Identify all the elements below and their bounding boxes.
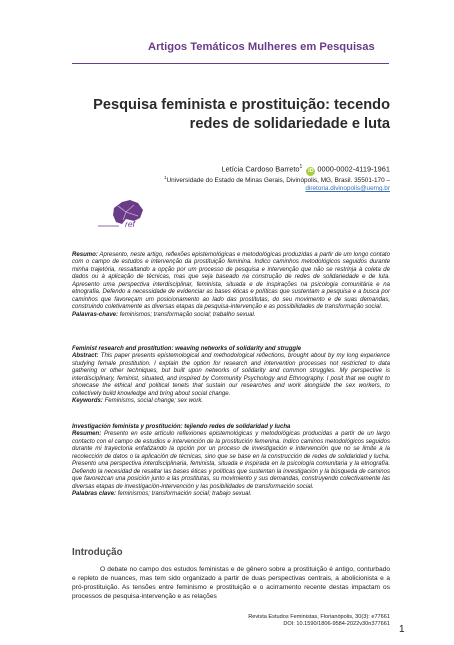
footer-journal: Revista Estudos Feministas, Florianópolis, 30(3): e77661 bbox=[248, 614, 390, 620]
title-line-1: Pesquisa feminista e prostituição: tecendo bbox=[93, 97, 390, 113]
orcid-icon[interactable]: iD bbox=[308, 168, 314, 175]
logo-text: ref bbox=[125, 219, 135, 229]
abstract-en bbox=[72, 346, 390, 406]
abstract-en-title: Feminist research and prostitution: weaving networks of solidarity and struggle bbox=[72, 346, 302, 352]
affiliation-text: Universidade do Estado de Minas Gerais, Divinópolis, MG, Brasil. 35501-170 – bbox=[166, 177, 390, 185]
abstract-pt-label: Resumo: bbox=[72, 252, 98, 258]
abstract-es-text: Presento en este artículo reflexiones epistemológicas y metodológicas producidas a partir de un largo contacto con el campo de estudios e intervención de la prostitución femenina. Indico caminos metodológicos seguidos durante mi trayectoria enfatizando la opción por un proceso de investigación e intervención que no se limite a la recolección de datos o la aplicación de técnicas, sino que se base en la construcción de redes de solidaridad y lucha. Presento una perspectiva interdisciplinaria, feminista, situada e inspirada en la psicología comunitaria y la etnografía. Defiendo la necesidad de resaltar las bases éticas y políticas que sustentan la investigación y la búsqueda de caminos que favorezcan una posición junto a las prostitutas, su movimiento y sus demandas, construyendo colectivamente las diversas etapas de investigación-intervención y las posibilidades de transformación social. bbox=[72, 431, 391, 490]
abstract-es-title: Investigación feminista y prostitución: tejiendo redes de solidaridad y lucha bbox=[72, 424, 291, 430]
author-name: Letícia Cardoso Barreto bbox=[221, 164, 300, 174]
body-paragraph: O debate no campo dos estudos feministas e de gênero sobre a prostituição é antigo, conturbado e repleto de nuances, mas tem sido organizado a partir de duas perspectivas centrais, a abolicionista e a pró-prostituição. As tensões entre feminismo e prostituição e o acirramento recente destas impactam os processos de pesquisa-intervenção e as relações bbox=[72, 566, 390, 600]
keywords-en: Feminisms, social change; sex work. bbox=[104, 398, 204, 405]
page-number: 1 bbox=[399, 624, 405, 635]
footer bbox=[248, 614, 390, 628]
section-header: Artigos Temáticos Mulheres em Pesquisas bbox=[148, 41, 375, 53]
keywords-pt-label: Palavras-chave: bbox=[72, 311, 119, 318]
abstract-es-label: Resumen: bbox=[72, 431, 102, 438]
abstract-pt-text: Apresento, neste artigo, reflexões epistemológicas e metodológicas produzidas a partir de um longo contato com o campo de estudos e intervenção da prostituição feminina. Indico caminhos metodológicos seguidos durante minha trajetória, ressaltando a opção por um processo de pesquisa e intervenção que não se restrinja à coleta de dados ou à aplicação de técnicas, mas que seja baseado na construção de redes de solidariedade e de luta. Apresento uma perspectiva interdisciplinar, feminista, situada e de inspirações na psicologia comunitária e na etnografia. Defendo a necessidade de evidenciar as bases éticas e políticas que sustentam a pesquisa e a busca por caminhos que favoreçam um posicionamento ao lado das prostitutas, do seu movimento e de suas demandas, construindo coletivamente as diversas etapas da pesquisa-intervenção e as possibilidades de transformação social. bbox=[72, 252, 390, 311]
abstract-es bbox=[72, 424, 390, 499]
article-title bbox=[60, 96, 390, 134]
header-rule bbox=[72, 63, 389, 64]
affiliation bbox=[164, 175, 390, 184]
keywords-pt: feminismos; transformação social; trabalho sexual. bbox=[119, 311, 256, 318]
footer-doi[interactable]: DOI: 10.1590/1806-9584-2022v30n377661 bbox=[283, 621, 390, 628]
author-email-link[interactable]: diretoria.divinopolis@uemg.br bbox=[305, 185, 390, 192]
affiliation-superscript: 1 bbox=[164, 175, 167, 180]
abstract-pt bbox=[72, 252, 390, 319]
keywords-es-label: Palabras clave: bbox=[72, 491, 117, 498]
keywords-en-label: Keywords: bbox=[72, 398, 103, 405]
orcid-id[interactable]: 0000-0002-4119-1961 bbox=[317, 164, 390, 174]
abstract-en-label: Abstract: bbox=[72, 353, 99, 360]
author-superscript: 1 bbox=[299, 164, 303, 170]
ref-logo bbox=[96, 196, 166, 236]
section-heading: Introdução bbox=[72, 547, 123, 558]
keywords-es: feminismos; transformación social; trabajo sexual. bbox=[117, 491, 252, 498]
abstract-en-text: This paper presents epistemological and methodological reflections, brought about by my long experience studying female prostitution. I explain the option for research and intervention processes not restricted to data gathering or other techniques, but built upon networks of solidarity and common struggles. My perspective is interdisciplinary, feminist, situated, and inspired by Community Psychology and Ethnography. I posit that we ought to showcase the ethical and political tenets that sustain our researches and work alongside the sex workers, to collectively build knowledge and bring about social change. bbox=[72, 353, 390, 397]
title-line-2: redes de solidariedade e luta bbox=[189, 116, 390, 132]
